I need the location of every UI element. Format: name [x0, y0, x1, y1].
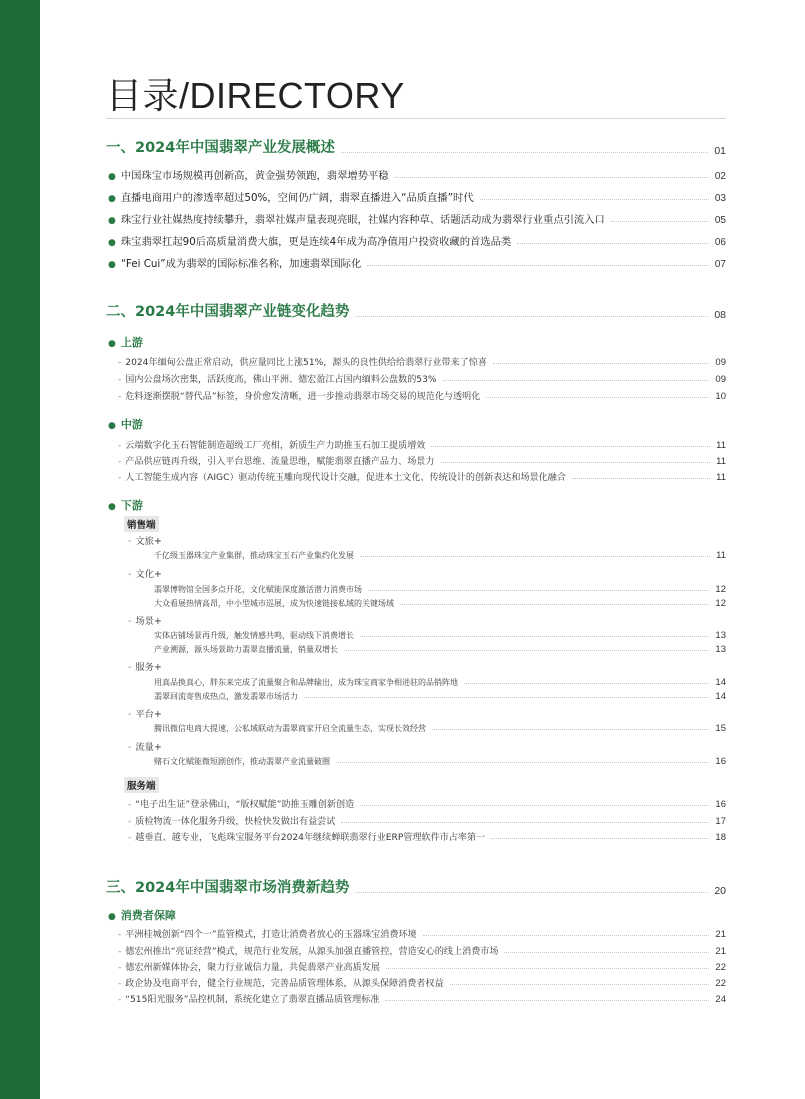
toc-entry[interactable] [118, 991, 726, 1005]
leader-dots [432, 729, 709, 730]
page-number: 15 [715, 723, 726, 734]
toc-entry[interactable] [154, 689, 726, 702]
dash-marker: - [118, 930, 122, 940]
entry-text: 质检物流一体化服务升级，快检快发做出有益尝试 [135, 817, 336, 827]
leader-dots [344, 650, 709, 651]
section-title: 一、2024年中国翡翠产业发展概述 [106, 140, 335, 156]
page-number: 20 [714, 885, 726, 897]
page-number: 01 [714, 145, 726, 157]
entry-text: 赌石文化赋能微短剧创作，推动翡翠产业流量破圈 [154, 757, 330, 766]
entry-text: 2024年缅甸公盘正常启动，供应量同比上涨51%，源头的良性供给给翡翠行业带来了惊喜 [125, 358, 487, 368]
dash-marker: - [128, 569, 132, 580]
page-number: 17 [715, 816, 726, 827]
bullet-icon: ● [108, 194, 116, 204]
toc-entry[interactable] [154, 754, 726, 767]
dash-marker: - [128, 800, 132, 810]
page-number: 10 [715, 391, 726, 402]
leader-dots [355, 892, 708, 893]
toc-entry[interactable] [108, 166, 726, 182]
entry-text: 直播电商用户的渗透率超过50%，空间仍广阔，翡翠直播进入“品质直播”时代 [120, 192, 474, 204]
leader-dots [504, 952, 709, 953]
leader-dots [517, 243, 709, 244]
page-number: 14 [715, 691, 726, 702]
dash-marker: - [118, 963, 122, 973]
toc-entry[interactable] [154, 628, 726, 641]
dash-marker: - [118, 457, 122, 467]
page-number: 12 [715, 584, 726, 595]
entry-text: 产业溯源，源头场景助力翡翠直播流量，销量双增长 [154, 645, 338, 654]
leader-dots [341, 152, 708, 153]
leader-dots [360, 556, 710, 557]
section-heading[interactable] [106, 877, 726, 897]
entry-text: 用真品换真心，胖东来完成了流量聚合和品牌输出，成为珠宝商家争相进驻的品销阵地 [154, 678, 458, 687]
leader-dots [464, 683, 709, 684]
dash-marker: - [128, 742, 132, 753]
subsection-midstream: ● 中游 [108, 418, 143, 431]
page-number: 22 [715, 962, 726, 973]
entry-text: 平洲桂城创新“四个一”监管模式，打造让消费者放心的玉器珠宝消费环境 [125, 930, 417, 940]
bullet-icon: ● [108, 260, 116, 270]
page-number: 11 [716, 456, 726, 467]
toc-entry[interactable] [118, 469, 726, 483]
dash-marker: - [118, 392, 122, 402]
subsection-downstream: ● 下游 [108, 499, 143, 512]
entry-text: 云端数字化玉石智能制造超级工厂亮相，新质生产力助推玉石加工提质增效 [125, 441, 426, 451]
dash-marker: - [118, 473, 122, 483]
entry-text: 千亿级玉器珠宝产业集群，推动珠宝玉石产业集约化发展 [154, 551, 354, 560]
leader-dots [572, 478, 710, 479]
toc-entry[interactable] [154, 548, 726, 561]
category-label: - 平台+ [128, 709, 162, 720]
toc-entry[interactable] [154, 721, 726, 734]
page-number: 12 [715, 598, 726, 609]
bullet-icon: ● [108, 339, 116, 349]
dash-marker: - [128, 662, 132, 673]
toc-entry[interactable] [128, 813, 726, 827]
leader-dots [480, 199, 709, 200]
section-title: 二、2024年中国翡翠产业链变化趋势 [106, 304, 350, 320]
entry-text: “Fei Cui”成为翡翠的国际标准名称，加速翡翠国际化 [120, 258, 362, 270]
page-number: 11 [716, 440, 726, 451]
leader-dots [450, 984, 710, 985]
bullet-icon: ● [108, 216, 116, 226]
leader-dots [491, 838, 709, 839]
leader-dots [395, 177, 709, 178]
entry-text: “电子出生证”登录佛山，“版权赋能”助推玉雕创新创造 [135, 800, 355, 810]
page-number: 05 [714, 215, 726, 226]
dash-marker: - [128, 817, 132, 827]
sales-side-label: 销售端 [124, 516, 159, 532]
page-number: 11 [716, 472, 726, 483]
page-number: 08 [714, 309, 726, 321]
entry-text: 危料逐渐摆脱“替代品”标签，身价愈发清晰，进一步推动翡翠市场交易的规范化与透明化 [125, 392, 481, 402]
entry-text: 人工智能生成内容（AIGC）驱动传统玉雕向现代设计交融，促进本土文化、传统设计的创新表达和场景化融合 [125, 473, 566, 483]
left-sidebar-band [0, 0, 40, 1099]
leader-dots [486, 397, 709, 398]
title-divider [106, 118, 726, 119]
leader-dots [493, 363, 709, 364]
dash-marker: - [118, 947, 122, 957]
toc-entry[interactable] [118, 388, 726, 402]
entry-text: “515阳光服务”品控机制，系统化建立了翡翠直播品质管理标准 [125, 995, 380, 1005]
toc-entry[interactable] [154, 582, 726, 595]
dash-marker: - [118, 441, 122, 451]
toc-entry[interactable] [118, 453, 726, 467]
entry-text: 翡翠博物馆全国多点开花，文化赋能深度激活潜力消费市场 [154, 585, 362, 594]
page-number: 24 [715, 994, 726, 1005]
dash-marker: - [128, 616, 132, 627]
toc-entry[interactable] [118, 926, 726, 940]
page-number: 22 [715, 978, 726, 989]
toc-entry[interactable] [128, 829, 726, 843]
leader-dots [368, 590, 709, 591]
toc-entry[interactable] [128, 796, 726, 810]
entry-text: 大众看展热情高昂，中小型城市巡展，成为快速链接私域的关键场域 [154, 599, 394, 608]
entry-text: 产品供应链再升级，引入平台思维、流量思维，赋能翡翠直播产品力、场景力 [125, 457, 435, 467]
toc-entry[interactable] [154, 675, 726, 688]
leader-dots [360, 636, 709, 637]
page-number: 13 [715, 630, 726, 641]
entry-text: 珠宝行业社媒热度持续攀升，翡翠社媒声量表现亮眼，社媒内容种草、话题活动成为翡翠行业重点引流入口 [120, 214, 605, 226]
entry-text: 翡翠回流寄售成热点，激发翡翠市场活力 [154, 692, 298, 701]
category-label: - 文化+ [128, 569, 162, 580]
toc-entry[interactable] [108, 210, 726, 226]
page-title: 目录/DIRECTORY [106, 75, 405, 116]
leader-dots [400, 604, 709, 605]
subsection-upstream: ● 上游 [108, 336, 143, 349]
toc-entry[interactable] [118, 354, 726, 368]
leader-dots [355, 316, 708, 317]
dash-marker: - [128, 833, 132, 843]
leader-dots [385, 1000, 709, 1001]
dash-marker: - [128, 536, 132, 547]
page-number: 09 [715, 374, 726, 385]
entry-text: 越垂直、越专业，飞彪珠宝服务平台2024年继续蝉联翡翠行业ERP管理软件市占率第一 [135, 833, 486, 843]
leader-dots [360, 805, 709, 806]
leader-dots [443, 380, 710, 381]
entry-text: 德宏州新媒体协会，聚力行业诚信力量，共促翡翠产业高质发展 [125, 963, 380, 973]
toc-entry[interactable] [108, 232, 726, 248]
leader-dots [336, 762, 709, 763]
dash-marker: - [118, 375, 122, 385]
page-number: 14 [715, 677, 726, 688]
leader-dots [386, 968, 709, 969]
toc-entry[interactable] [118, 975, 726, 989]
dash-marker: - [118, 995, 122, 1005]
page-number: 03 [714, 193, 726, 204]
section-heading[interactable] [106, 301, 726, 321]
bullet-icon: ● [108, 502, 116, 512]
page-number: 13 [715, 644, 726, 655]
category-label: - 场景+ [128, 616, 162, 627]
dash-marker: - [118, 358, 122, 368]
toc-entry[interactable] [118, 437, 726, 451]
bullet-icon: ● [108, 238, 116, 248]
leader-dots [341, 822, 709, 823]
toc-entry[interactable] [118, 959, 726, 973]
bullet-icon: ● [108, 912, 116, 922]
entry-text: 政企协及电商平台，健全行业规范，完善品质管理体系，从源头保障消费者权益 [125, 979, 444, 989]
page-number: 11 [716, 550, 726, 561]
leader-dots [367, 265, 709, 266]
page-number: 21 [715, 929, 726, 940]
bullet-icon: ● [108, 172, 116, 182]
toc-entry[interactable] [118, 371, 726, 385]
leader-dots [611, 221, 709, 222]
page-number: 07 [714, 259, 726, 270]
entry-text: 德宏州推出“亮证经营”模式，规范行业发展，从源头加强直播管控，营造安心的线上消费市场 [125, 947, 499, 957]
toc-entry[interactable] [118, 943, 726, 957]
subsection-consumer-protection: ● 消费者保障 [108, 909, 176, 922]
category-label: - 服务+ [128, 662, 162, 673]
toc-entry[interactable] [154, 642, 726, 655]
leader-dots [431, 446, 710, 447]
service-side-label: 服务端 [124, 777, 159, 793]
section-heading[interactable] [106, 137, 726, 157]
section-title: 三、2024年中国翡翠市场消费新趋势 [106, 880, 350, 896]
dash-marker: - [118, 979, 122, 989]
leader-dots [441, 462, 711, 463]
page-number: 21 [715, 946, 726, 957]
category-label: - 文旅+ [128, 536, 162, 547]
toc-entry[interactable] [108, 254, 726, 270]
entry-text: 国内公盘场次密集，活跃度高，佛山平洲、德宏盈江占国内缅料公盘数的53% [125, 375, 437, 385]
leader-dots [304, 697, 709, 698]
category-label: - 流量+ [128, 742, 162, 753]
page-number: 02 [714, 171, 726, 182]
toc-entry[interactable] [154, 596, 726, 609]
page-number: 09 [715, 357, 726, 368]
leader-dots [423, 935, 710, 936]
page-number: 18 [715, 832, 726, 843]
entry-text: 腾讯微信电商大提速，公私域联动为翡翠商家开启全流量生态，实现长效经营 [154, 724, 426, 733]
bullet-icon: ● [108, 421, 116, 431]
entry-text: 中国珠宝市场规模再创新高，黄金强势领跑，翡翠增势平稳 [120, 170, 389, 182]
entry-text: 实体店铺场景再升级，触发情感共鸣，驱动线下消费增长 [154, 631, 354, 640]
page-number: 16 [715, 799, 726, 810]
dash-marker: - [128, 709, 132, 720]
entry-text: 珠宝翡翠扛起90后高质量消费大旗，更是连续4年成为高净值用户投资收藏的首选品类 [120, 236, 512, 248]
toc-entry[interactable] [108, 188, 726, 204]
page-number: 06 [714, 237, 726, 248]
page-number: 16 [715, 756, 726, 767]
